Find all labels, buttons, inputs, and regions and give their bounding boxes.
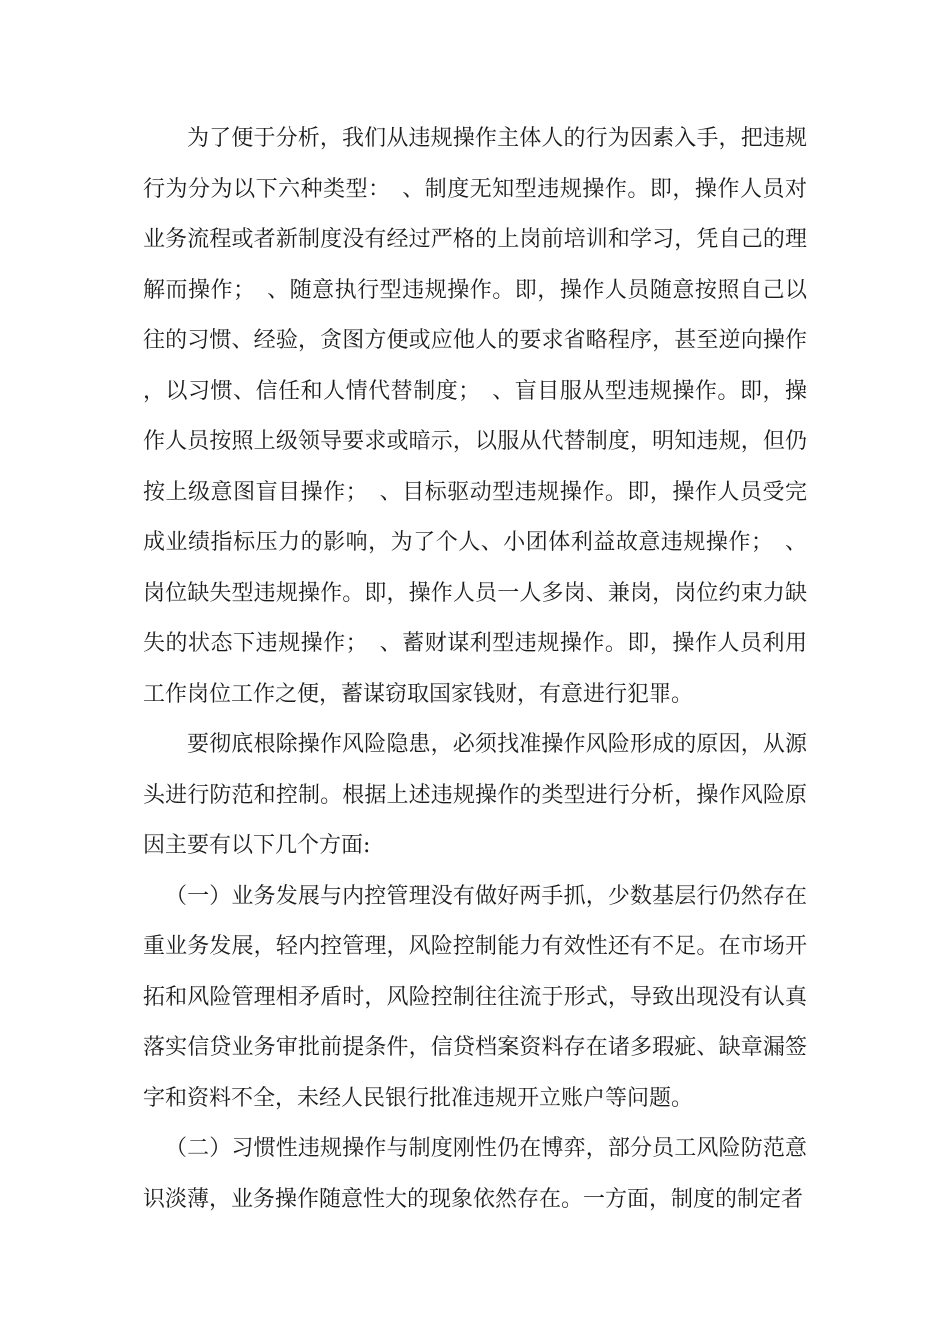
paragraph-violation-types: 为了便于分析，我们从违规操作主体人的行为因素入手，把违规行为分为以下六种类型： 、制度无知型违规操作。即，操作人员对业务流程或者新制度没有经过严格的上岗前培训和学习，凭自己的理解而操作； 、随意执行型违规操作。即，操作人员随意按照自己以往的习惯、经验，贪图方便或应他人的要求省略程序，甚至逆向操作，以习惯、信任和人情代替制度； 、盲目服从型违规操作。即，操作人员按照上级领导要求或暗示，以服从代替制度，明知违规，但仍按上级意图盲目操作； 、目标驱动型违规操作。即，操作人员受完成业绩指标压力的影响，为了个人、小团体利益故意违规操作； 、岗位缺失型违规操作。即，操作人员一人多岗、兼岗，岗位约束力缺失的状态下违规操作； 、蓄财谋利型违规操作。即，操作人员利用工作岗位工作之便，蓄谋窃取国家钱财，有意进行犯罪。 xyxy=(143,126,807,707)
document-page xyxy=(143,114,807,1225)
paragraph-cause-one: （一）业务发展与内控管理没有做好两手抓，少数基层行仍然存在重业务发展，轻内控管理，风险控制能力有效性还有不足。在市场开拓和风险管理相矛盾时，风险控制往往流于形式，导致出现没有认真落实信贷业务审批前提条件，信贷档案资料存在诸多瑕疵、缺章漏签字和资料不全，未经人民银行批准违规开立账户等问题。 xyxy=(143,883,807,1111)
paragraph-cause-two: （二）习惯性违规操作与制度刚性仍在博弈，部分员工风险防范意识淡薄，业务操作随意性大的现象依然存在。一方面，制度的制定者 xyxy=(143,1136,807,1212)
paragraph-risk-causes-intro: 要彻底根除操作风险隐患，必须找准操作风险形成的原因，从源头进行防范和控制。根据上述违规操作的类型进行分析，操作风险原因主要有以下几个方面: xyxy=(143,732,807,858)
